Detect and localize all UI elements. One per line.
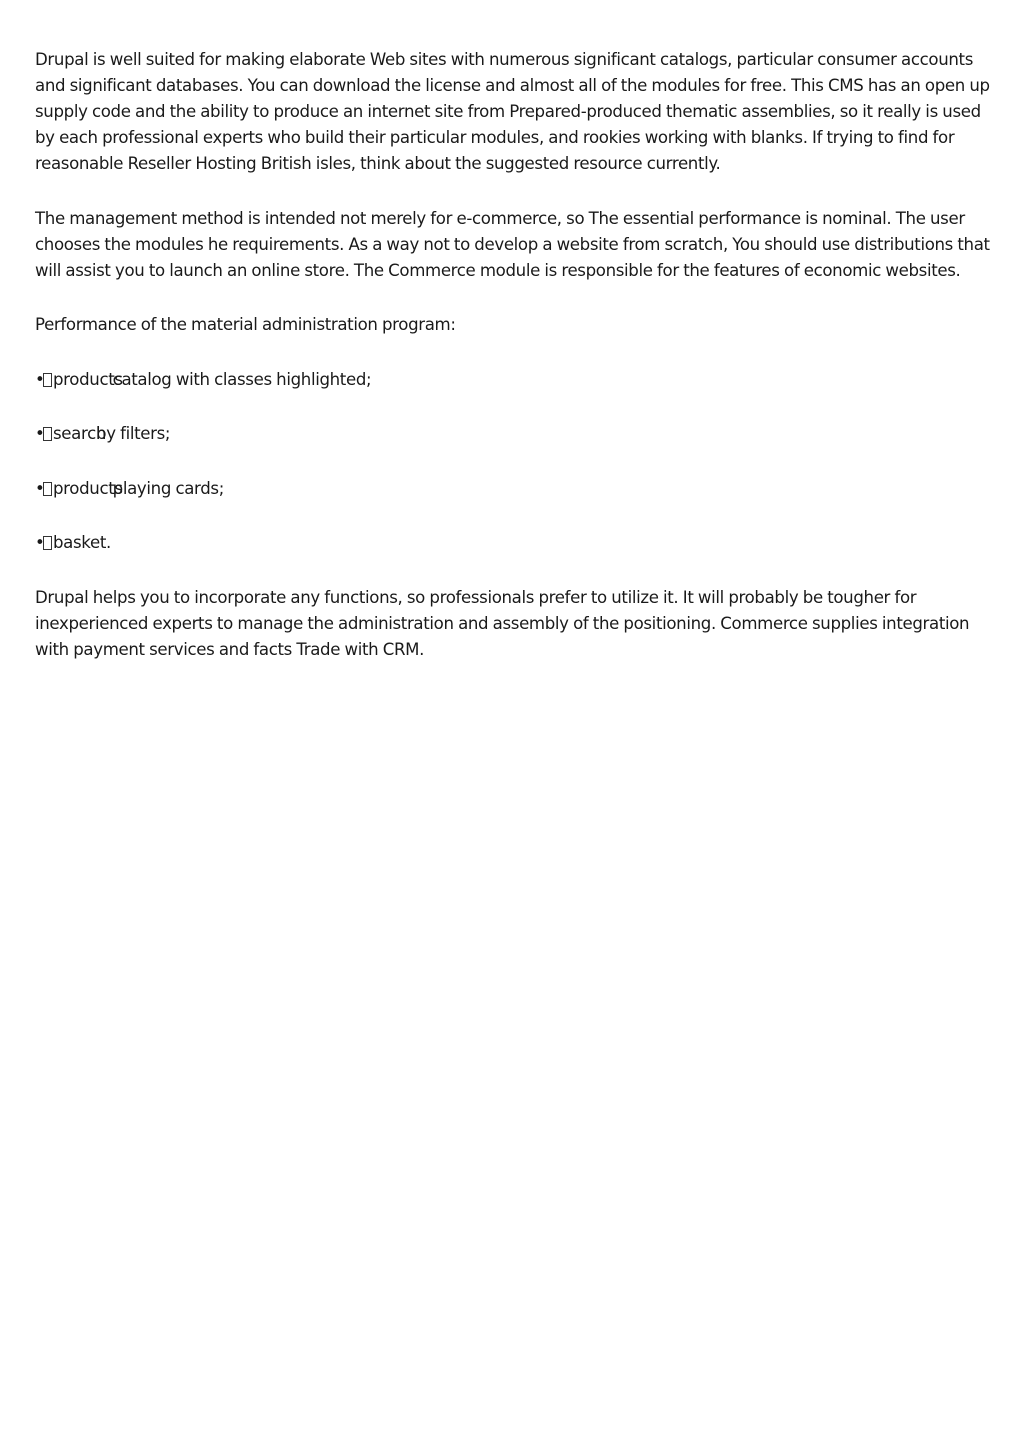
list-item-rest: by filters; — [96, 424, 171, 443]
list-item-rest: catalog with classes highlighted; — [112, 369, 372, 389]
missing-glyph-icon — [43, 427, 52, 441]
list-item-rest: playing cards; — [112, 478, 224, 498]
list-item — [35, 476, 995, 502]
list-item-first-word: products — [53, 478, 123, 498]
missing-glyph-icon — [43, 373, 52, 387]
bullet-marker: • — [35, 478, 45, 498]
missing-glyph-icon — [43, 482, 52, 496]
paragraph-intro: Drupal is well suited for making elaborate Web sites with numerous significant catalogs, particular consumer accounts and significant databases. You can download the license and almost all of the modules for free. This CMS has an open up supply code and the ability to produce an internet site from Prepared-produced thematic assemblies, so it really is used by each professional experts who build their particular modules, and rookies working with blanks. If trying to find for reasonable Reseller Hosting British isles, think about the suggested resource currently. — [35, 50, 990, 173]
paragraph-management: The management method is intended not merely for e-commerce, so The essential performance is nominal. The user chooses the modules he requirements. As a way not to develop a website from scratch, You should use distributions that will assist you to launch an online store. The Commerce module is responsible for the features of economic websites. — [35, 208, 990, 280]
list-item — [35, 367, 995, 393]
paragraph-closing: Drupal helps you to incorporate any functions, so professionals prefer to utilize it. It will probably be tougher for inexperienced experts to manage the administration and assembly of the positioning. Commerce supplies integration with payment services and facts Trade with CRM. — [35, 587, 970, 659]
bullet-marker: • — [35, 424, 45, 443]
document-body — [35, 47, 995, 691]
list-item — [35, 421, 995, 447]
bullet-marker: • — [35, 369, 45, 389]
bullet-marker: • — [35, 533, 45, 552]
list-item-first-word: basket. — [53, 533, 111, 552]
list-item — [35, 530, 995, 556]
missing-glyph-icon — [43, 536, 52, 550]
paragraph-performance-heading: Performance of the material administration program: — [35, 315, 456, 334]
list-item-first-word: products — [53, 369, 123, 389]
list-item-first-word: search — [53, 424, 107, 443]
